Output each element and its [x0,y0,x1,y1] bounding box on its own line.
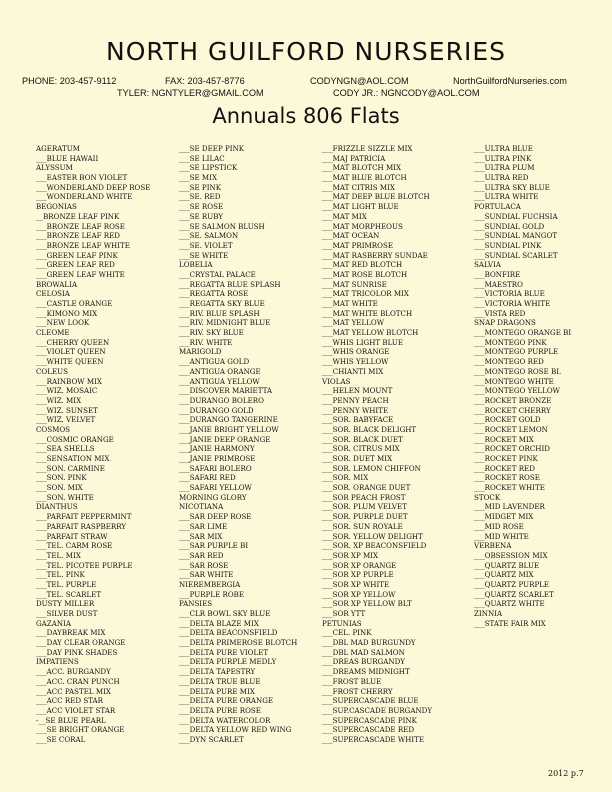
plant-variety: ___ANTIGUA ORANGE [179,366,261,376]
plant-variety: ___PENNY WHITE [322,405,389,415]
plant-variety: ___MONTEGO YELLOW [474,386,560,396]
plant-category: BEGONIAS [36,202,77,212]
plant-variety: ___MAT LIGHT BLUE [322,202,399,212]
plant-category: CELOSIA [36,289,70,299]
plant-variety: ___SILVER DUST [36,609,98,618]
plant-category: DUSTY MILLER [36,599,95,609]
plant-variety: ___ANTIGUA GOLD [179,357,250,367]
plant-variety: ___SOR. DUET MIX [322,454,393,463]
plant-variety: ___SUNDIAL PINK [474,240,542,250]
plant-variety: ___MAESTRO [474,279,523,289]
plant-category: ZINNIA [474,609,503,618]
plant-category: NIEREMBERGIA [179,579,241,589]
plant-variety: ___VIOLET QUEEN [36,347,106,357]
plant-variety: ___CASTLE ORANGE [36,299,113,308]
plant-variety: ___SE LIPSTICK [179,163,238,173]
plant-variety: ___DELTA BLAZE MIX [179,618,259,628]
plant-category: NICOTIANA [179,502,224,512]
plant-variety: ___TEL. PINK [36,570,85,580]
plant-variety: ___MID LAVENDER [474,502,545,512]
plant-variety: ___DREAS BURGANDY [322,657,405,667]
plant-variety: ___SOR. BLACK DELIGHT [322,424,417,434]
plant-variety: ___VISTA RED [474,308,526,318]
plant-variety: ___RIV. SKY BLUE [179,328,244,338]
plant-variety: ___BRONZE LEAF WHITE [36,240,130,250]
plant-variety: ___SUNDIAL GOLD [474,221,545,231]
plant-variety: ___VICTORIA WHITE [474,299,551,308]
plant-variety: ___VICTORIA BLUE [474,289,545,299]
plant-variety: ___CRYSTAL PALACE [179,269,256,279]
plant-variety: ___WHIS ORANGE [322,347,390,357]
plant-variety: ___SAR WHITE [179,570,234,580]
plant-category: LOBELIA [179,260,213,270]
plant-variety: ___DELTA TRUE BLUE [179,676,261,686]
plant-category: PORTULACA [474,202,521,212]
plant-variety: ___JANIE BRIGHT YELLOW [179,424,279,434]
plant-variety: ___QUARTZ PURPLE [474,579,550,589]
plant-variety: ___SUP.CASCADE BURGANDY [322,705,433,715]
plant-variety: ___MONTEGO ROSE BI. [474,366,562,376]
plant-category: MORNING GLORY [179,492,247,502]
page-footer: 2012 p.7 [548,769,584,778]
plant-variety: ___SUPERCASCADE BLUE [322,696,419,706]
plant-variety: ___SOR. PURPLE DUET [322,512,408,522]
plant-variety: ___TEL. PICOTEE PURPLE [36,560,133,570]
plant-variety: ___SOR XP MIX [322,550,379,560]
plant-variety: ___MAT BLUE BLOTCH [322,173,407,183]
plant-category: CLEOME [36,328,70,338]
plant-variety: ___MONTEGO WHITE [474,376,554,386]
plant-variety: ___STATE FAIR MIX [474,618,546,628]
plant-variety: ___PARFAIT STRAW [36,531,108,541]
plant-variety: ___DELTA TAPESTRY [179,667,256,677]
plant-variety: ___BRONZE LEAF ROSE [36,221,125,231]
plant-variety: ___MAJ PATRICIA [322,153,386,163]
plant-variety: ___ULTRA SKY BLUE [474,182,550,192]
plant-variety: ___SOR. ORANGE DUET [322,483,411,493]
plant-variety: ___MAT DEEP BLUE BLOTCH [322,192,430,202]
plant-variety: ___CLR BOWL SKY BLUE [179,609,271,618]
plant-variety: ___REGATTA ROSE [179,289,249,299]
plant-variety: ___ACC RED STAR [36,696,104,706]
plant-variety: ___DAYBREAK MIX [36,628,106,638]
plant-variety: ___TEL. SCARLET [36,589,102,599]
plant-variety: ___ACC. CRAN PUNCH [36,676,120,686]
plant-variety: ___MAT WHITE BLOTCH [322,308,413,318]
plant-variety: ___WHITE QUEEN [36,357,104,367]
plant-variety: ___WONDERLAND DEEP ROSE [36,182,151,192]
plant-variety: ___MAT PRIMROSE [322,240,393,250]
plant-variety: ___SOR XP YELLOW [322,589,396,599]
plant-variety: ___PARFAIT PEPPERMINT [36,512,132,522]
plant-variety: ___SAR PURPLE BI [179,541,249,551]
plant-variety: ___SE LILAC [179,153,225,163]
plant-variety: ___SUPERCASCADE WHITE [322,734,425,744]
plant-variety: ___HELEN MOUNT [322,386,393,396]
plant-variety: ___BLUE HAWAII [36,153,99,163]
plant-variety: ___DELTA PURE ORANGE [179,696,274,706]
email-tyler: TYLER: NGNTYLER@GMAIL.COM [117,88,264,98]
plant-variety: ___SOR XP WHITE [322,579,390,589]
plant-category: DIANTHUS [36,502,78,512]
plant-variety: ___WIZ. MOSAIC [36,386,98,396]
plant-variety: ___SAR ROSE [179,560,229,570]
plant-variety: ___SE BRIGHT ORANGE [36,725,125,735]
plant-variety: ___SON. CARMINE [36,463,105,473]
plant-variety: ___CHERRY QUEEN [36,337,110,347]
plant-variety: ___ROCKET LEMON [474,424,548,434]
plant-variety: ___ROCKET CHERRY [474,405,551,415]
plant-variety: ___CEL. PINK [322,628,372,638]
plant-variety: ___ULTRA PLUM [474,163,535,173]
plant-variety: ___SOR. SUN ROYALE [322,521,403,531]
plant-variety: -__SE BLUE PEARL [36,715,106,725]
plant-variety: ___SAFARI YELLOW [179,483,252,493]
plant-variety: ___MAT ROSE BLOTCH [322,269,408,279]
plant-variety: ___GREEN LEAF WHITE [36,269,125,279]
plant-category: AGERATUM [36,144,81,153]
plant-category: VERBENA [474,541,512,551]
plant-variety: ___SUNDIAL SCARLET [474,250,558,260]
plant-variety: ___SENSATION MIX [36,454,110,463]
plant-variety: ___DBL MAD BURGUNDY [322,638,416,648]
plant-list-column-2 [179,144,297,745]
plant-variety: ___PENNY PEACH [322,395,389,405]
plant-category: ALYSSUM [36,163,73,173]
plant-variety: ___SOR. XP BEACONSFIELD [322,541,427,551]
plant-variety: ___MAT TRICOLOR MIX [322,289,409,299]
fax-number: FAX: 203-457-8776 [165,76,245,86]
plant-variety: ___SE. SALMON [179,231,239,241]
plant-variety: ___DAY CLEAR ORANGE [36,638,126,648]
plant-list-column-4 [474,144,571,628]
plant-variety: ___SAR MIX [179,531,223,541]
phone-number: PHONE: 203-457-9112 [22,76,117,86]
plant-variety: ___MONTEGO ORANGE BI [474,328,572,338]
plant-variety: ___ULTRA RED [474,173,529,183]
plant-variety: ___DELTA PURPLE MEDLY [179,657,277,667]
plant-variety: ___SE RUBY [179,211,224,221]
plant-category: PANSIES [179,599,213,609]
plant-variety: ___GREEN LEAF PINK [36,250,118,260]
plant-variety: ___MAT CITRIS MIX [322,182,395,192]
plant-variety: ___SAFARI RED [179,473,236,483]
plant-variety: ___GREEN LEAF RED [36,260,115,270]
plant-variety: ___QUARTZ SCARLET [474,589,554,599]
plant-variety: ___DELTA PURE ROSE [179,705,261,715]
plant-category: VIOLAS [322,376,351,386]
plant-variety: ___OBSESSION MIX [474,550,548,560]
plant-variety: ___SE SALMON BLUSH [179,221,265,231]
plant-variety: ___MAT YELLOW BLOTCH [322,328,419,338]
plant-variety: ___SE. VIOLET [179,240,233,250]
plant-variety: ___SEA SHELLS [36,444,95,454]
plant-category: MARIGOLD [179,347,222,357]
plant-variety: ___SE ROSE [179,202,224,212]
plant-variety: ___WHIS YELLOW [322,357,389,367]
plant-variety: ___SOR. BABYFACE [322,415,394,425]
plant-variety: ___MAT MIX [322,211,367,221]
plant-variety: ___ACC VIOLET STAR [36,705,116,715]
plant-variety: ___SOR XP ORANGE [322,560,397,570]
plant-variety: ___RIV. WHITE [179,337,233,347]
plant-variety: ___DISCOVER MARIETTA [179,386,273,396]
plant-variety: ___BRONZE LEAF RED [36,231,120,241]
plant-variety: ___BONFIRE [474,269,521,279]
plant-variety: ___SOR. MIX [322,473,369,483]
plant-variety: ___SOR. PLUM VELVET [322,502,407,512]
plant-variety: ___MONTEGO PINK [474,337,547,347]
plant-variety: ___WIZ. MIX [36,395,82,405]
plant-variety: ___MAT SUNRISE [322,279,387,289]
plant-variety: ___DELTA BEACONSFIELD [179,628,278,638]
plant-variety: ___WHIS LIGHT BLUE [322,337,404,347]
plant-variety: ___SOR. CITRUS MIX [322,444,400,454]
plant-variety: ___TEL. CARM ROSE [36,541,113,551]
plant-category: SALVIA [474,260,501,270]
plant-variety: ___DURANGO TANGERINE [179,415,278,425]
plant-variety: ___ROCKET ORCHID [474,444,550,454]
plant-variety: ___ANTIGUA YELLOW [179,376,260,386]
plant-variety: ___SOR YTT [322,609,366,618]
plant-variety: ___MAT RED BLOTCH [322,260,403,270]
plant-list-column-3 [322,144,432,745]
plant-category: SNAP DRAGONS [474,318,536,328]
plant-variety: ___QUARTZ MIX [474,570,534,580]
plant-variety: ___SE MIX [179,173,218,183]
plant-variety: ___DAY PINK SHADES [36,647,118,657]
plant-variety: ___MAT YELLOW [322,318,385,328]
plant-variety: ___TEL. MIX [36,550,81,560]
plant-variety: ___JANIE HARMONY [179,444,255,454]
plant-variety: ___SOR. BLACK DUET [322,434,403,444]
plant-variety: ___TEL. PURPLE [36,579,97,589]
plant-variety: ___DREAMS MIDNIGHT [322,667,410,677]
plant-variety: ___MAT BLOTCH MIX [322,163,402,173]
plant-variety: ___PARFAIT RASPBERRY [36,521,127,531]
plant-variety: ___SE PINK [179,182,222,192]
plant-variety: ___SOR. LEMON CHIFFON [322,463,421,473]
plant-variety: ___WONDERLAND WHITE [36,192,133,202]
plant-variety: ___DURANGO GOLD [179,405,254,415]
plant-variety: ___PURPLE ROBE [179,589,245,599]
plant-variety: ___MAT OCEAN [322,231,380,241]
plant-variety: ___SAR RED [179,550,224,560]
plant-variety: ___RIV. BLUE SPLASH [179,308,260,318]
website: NorthGuilfordNurseries.com [453,76,567,86]
plant-variety: ___JANIE DEEP ORANGE [179,434,271,444]
plant-variety: ___SE. RED [179,192,221,202]
plant-list-column-1 [36,144,150,745]
plant-variety: ___DELTA WATERCOLOR [179,715,271,725]
plant-category: COLEUS [36,366,68,376]
plant-variety: __BRONZE LEAF PINK [36,211,120,221]
plant-variety: ___MAT WHITE [322,299,378,308]
plant-variety: ___EASTER BON VIOLET [36,173,128,183]
plant-variety: ___SE WHITE [179,250,229,260]
plant-variety: ___ROCKET WHITE [474,483,545,493]
plant-variety: ___ROCKET GOLD [474,415,541,425]
plant-variety: ___ROCKET MIX [474,434,534,444]
plant-variety: ___DBL MAD SALMON [322,647,405,657]
plant-category: STOCK [474,492,501,502]
plant-variety: ___RAINBOW MIX [36,376,102,386]
plant-variety: ___ROCKET BRONZE [474,395,552,405]
plant-variety: ___FRIZZLE SIZZLE MIX [322,144,413,153]
plant-variety: ___SE DEEP PINK [179,144,245,153]
plant-variety: ___DELTA YELLOW RED WING [179,725,292,735]
plant-variety: ___SE CORAL [36,734,86,744]
plant-variety: ___ROCKET PINK [474,454,538,463]
plant-variety: ___REGATTA SKY BLUE [179,299,265,308]
plant-variety: ___ULTRA PINK [474,153,532,163]
plant-variety: ___WIZ. SUNSET [36,405,98,415]
page-title: NORTH GUILFORD NURSERIES [106,37,506,66]
plant-variety: ___QUARTZ WHITE [474,599,545,609]
plant-variety: ___FROST BLUE [322,676,382,686]
plant-variety: ___MAT RASBERRY SUNDAE [322,250,428,260]
plant-variety: ___MID WHITE [474,531,529,541]
plant-variety: ___SUPERCASCADE PINK [322,715,417,725]
plant-variety: ___SOR PEACH FROST [322,492,406,502]
plant-variety: ___ROCKET RED [474,463,535,473]
plant-variety: ___SAR LIME [179,521,228,531]
plant-variety: ___COSMIC ORANGE [36,434,114,444]
plant-variety: ___SAFARI BOLERO [179,463,252,473]
plant-variety: ___KIMONO MIX [36,308,98,318]
plant-variety: ___CHIANTI MIX [322,366,384,376]
plant-category: IMPATIENS [36,657,79,667]
plant-variety: ___SOR XP YELLOW BLT [322,599,412,609]
plant-variety: ___DURANGO BOLERO [179,395,264,405]
plant-variety: ___ULTRA WHITE [474,192,539,202]
plant-variety: ___SUNDIAL FUCHSIA [474,211,558,221]
plant-variety: ___DELTA PURE VIOLET [179,647,269,657]
plant-variety: ___WIZ. VELVET [36,415,96,425]
plant-variety: ___MID ROSE [474,521,524,531]
plant-variety: ___JANIE PRIMROSE [179,454,256,463]
plant-variety: ___MAT MORPHEOUS [322,221,403,231]
plant-variety: ___MONTEGO RED [474,357,544,367]
plant-variety: ___RIV. MIDNIGHT BLUE [179,318,271,328]
plant-variety: ___SOR XP PURPLE [322,570,394,580]
plant-category: BROWALIA [36,279,78,289]
plant-variety: ___DELTA PRIMEROSE BLOTCH [179,638,298,648]
plant-variety: ___NEW LOOK [36,318,90,328]
plant-variety: ___ACC PASTEL MIX [36,686,111,696]
plant-variety: ___REGATTA BLUE SPLASH [179,279,281,289]
plant-variety: ___FROST CHERRY [322,686,393,696]
plant-category: COSMOS [36,424,71,434]
plant-variety: ___MIDGET MIX [474,512,534,522]
plant-variety: ___DELTA PURE MIX [179,686,255,696]
email-cody: CODYNGN@AOL.COM [310,76,409,86]
email-cody-jr: CODY JR.: NGNCODY@AOL.COM [333,88,480,98]
plant-variety: ___QUARTZ BLUE [474,560,540,570]
plant-variety: ___DYN SCARLET [179,734,244,744]
catalog-subtitle: Annuals 806 Flats [212,104,400,128]
plant-variety: ___SAR DEEP ROSE [179,512,252,522]
plant-variety: ___SON. PINK [36,473,87,483]
plant-category: GAZANIA [36,618,71,628]
plant-variety: ___ULTRA BLUE [474,144,533,153]
plant-variety: ___SON. MIX [36,483,83,493]
plant-variety: ___SON. WHITE [36,492,94,502]
plant-variety: ___SUNDIAL MANGOT [474,231,558,241]
plant-variety: ___SUPERCASCADE RED [322,725,415,735]
plant-category: PETUNIAS [322,618,362,628]
plant-variety: ___SOR. YELLOW DELIGHT [322,531,423,541]
plant-variety: ___ACC. BURGANDY [36,667,111,677]
plant-variety: ___MONTEGO PURPLE [474,347,559,357]
plant-variety: ___ROCKET ROSE [474,473,540,483]
